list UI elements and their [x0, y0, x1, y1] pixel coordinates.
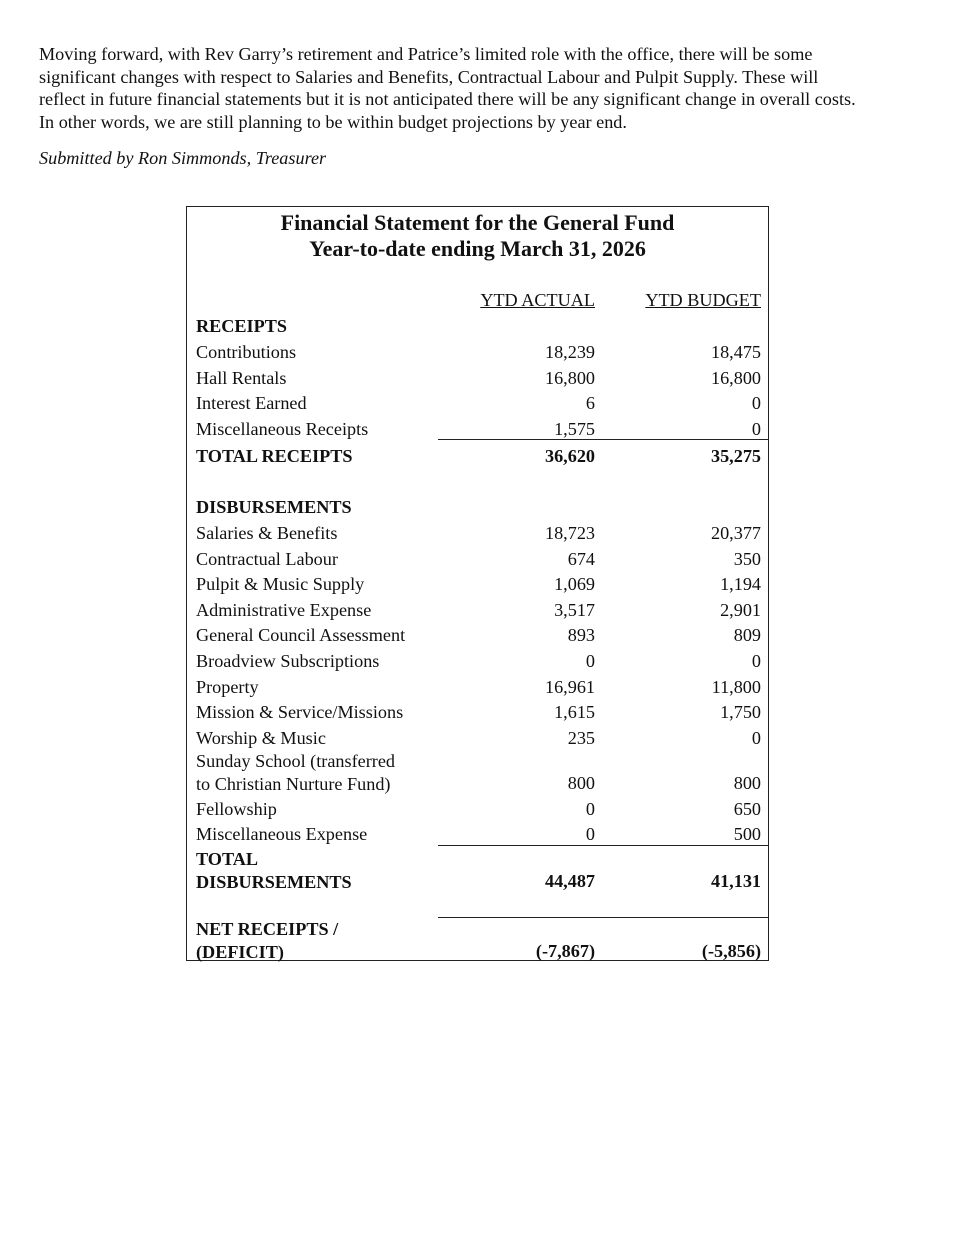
table-row — [187, 728, 768, 752]
financial-statement-box — [186, 206, 769, 961]
section-heading-receipts — [187, 316, 768, 340]
row-actual: 1,615 — [554, 702, 595, 722]
row-label: Mission & Service/Missions — [196, 702, 404, 722]
row-budget: 0 — [751, 393, 761, 413]
row-actual: 235 — [567, 728, 595, 748]
intro-line: In other words, we are still planning to be within budget projections by year end. — [39, 111, 627, 132]
row-label: General Council Assessment — [196, 625, 406, 645]
row-label-line: to Christian Nurture Fund) — [196, 773, 391, 794]
column-header-budget: YTD BUDGET — [645, 290, 761, 310]
net-actual: (-7,867) — [535, 941, 595, 961]
row-label: Broadview Subscriptions — [196, 651, 380, 671]
total-label: TOTAL RECEIPTS — [196, 446, 353, 466]
total-receipts-row — [187, 446, 768, 470]
row-actual: 16,800 — [544, 368, 595, 388]
row-label: Property — [196, 677, 259, 697]
subtotal-rule — [438, 845, 768, 846]
table-row — [187, 625, 768, 649]
row-actual: 3,517 — [554, 600, 595, 620]
net-label-line: (DEFICIT) — [196, 941, 284, 962]
row-label: Worship & Music — [196, 728, 326, 748]
section-heading-disbursements — [187, 497, 768, 521]
signature: Submitted by Ron Simmonds, Treasurer — [39, 148, 327, 168]
table-row — [187, 368, 768, 392]
row-label: Salaries & Benefits — [196, 523, 338, 543]
total-actual: 44,487 — [544, 871, 595, 891]
row-budget: 800 — [733, 773, 761, 793]
column-header-actual: YTD ACTUAL — [480, 290, 595, 310]
column-header-row — [187, 290, 768, 314]
total-budget: 35,275 — [710, 446, 761, 466]
row-label: Contractual Labour — [196, 549, 338, 569]
row-budget: 2,901 — [720, 600, 761, 620]
row-label-line: Sunday School (transferred — [196, 751, 395, 771]
row-budget: 500 — [733, 824, 761, 844]
row-label: Fellowship — [196, 799, 277, 819]
row-label: Contributions — [196, 342, 297, 362]
receipts-heading: RECEIPTS — [196, 316, 287, 336]
row-actual: 800 — [567, 773, 595, 793]
disbursements-heading: DISBURSEMENTS — [196, 497, 352, 517]
subtotal-rule — [438, 439, 768, 440]
row-actual: 893 — [567, 625, 595, 645]
table-row — [187, 677, 768, 701]
row-label: Hall Rentals — [196, 368, 287, 388]
intro-line: reflect in future financial statements but it is not anticipated there will be any significant change in overall costs. — [39, 89, 856, 110]
row-actual: 0 — [585, 651, 595, 671]
table-row — [187, 549, 768, 573]
table-row — [187, 523, 768, 547]
row-actual: 0 — [585, 824, 595, 844]
net-label-line: NET RECEIPTS / — [196, 919, 339, 939]
table-row — [187, 342, 768, 366]
table-row — [187, 600, 768, 624]
net-budget: (-5,856) — [701, 941, 761, 961]
table-row — [187, 799, 768, 823]
row-actual: 16,961 — [544, 677, 595, 697]
table-row — [187, 574, 768, 598]
row-label: Administrative Expense — [196, 600, 372, 620]
row-label: Interest Earned — [196, 393, 307, 413]
row-actual: 0 — [585, 799, 595, 819]
row-label: Pulpit & Music Supply — [196, 574, 365, 594]
row-budget: 650 — [733, 799, 761, 819]
table-row — [187, 750, 768, 796]
intro-line: significant changes with respect to Salaries and Benefits, Contractual Labour and Pulpit Supply. These will — [39, 66, 819, 87]
row-actual: 674 — [567, 549, 595, 569]
table-row — [187, 651, 768, 675]
row-budget: 1,750 — [720, 702, 761, 722]
statement-subtitle: Year-to-date ending March 31, 2026 — [309, 236, 646, 261]
table-row — [187, 393, 768, 417]
total-disbursements-row — [187, 848, 768, 894]
total-label-line: TOTAL — [196, 849, 258, 869]
row-budget: 20,377 — [710, 523, 761, 543]
row-budget: 809 — [733, 625, 761, 645]
row-budget: 0 — [751, 651, 761, 671]
total-label-line: DISBURSEMENTS — [196, 871, 352, 892]
row-budget: 0 — [751, 419, 761, 439]
row-actual: 18,723 — [544, 523, 595, 543]
row-actual: 1,069 — [554, 574, 595, 594]
row-actual: 18,239 — [544, 342, 595, 362]
row-actual: 6 — [585, 393, 595, 413]
row-label-multiline — [196, 750, 395, 795]
intro-line: Moving forward, with Rev Garry’s retirement and Patrice’s limited role with the office, there will be some — [39, 44, 813, 64]
total-budget: 41,131 — [710, 871, 761, 891]
total-label-multiline — [196, 848, 352, 893]
net-label-multiline — [196, 918, 338, 963]
total-actual: 36,620 — [544, 446, 595, 466]
row-budget: 0 — [751, 728, 761, 748]
row-actual: 1,575 — [554, 419, 595, 439]
intro-paragraph — [39, 43, 939, 133]
row-label: Miscellaneous Expense — [196, 824, 368, 844]
row-budget: 350 — [733, 549, 761, 569]
row-budget: 11,800 — [711, 677, 761, 697]
row-budget: 1,194 — [720, 574, 761, 594]
row-label: Miscellaneous Receipts — [196, 419, 369, 439]
statement-title: Financial Statement for the General Fund — [280, 210, 675, 235]
net-receipts-row — [187, 918, 768, 964]
table-row — [187, 702, 768, 726]
row-budget: 16,800 — [710, 368, 761, 388]
row-budget: 18,475 — [710, 342, 761, 362]
